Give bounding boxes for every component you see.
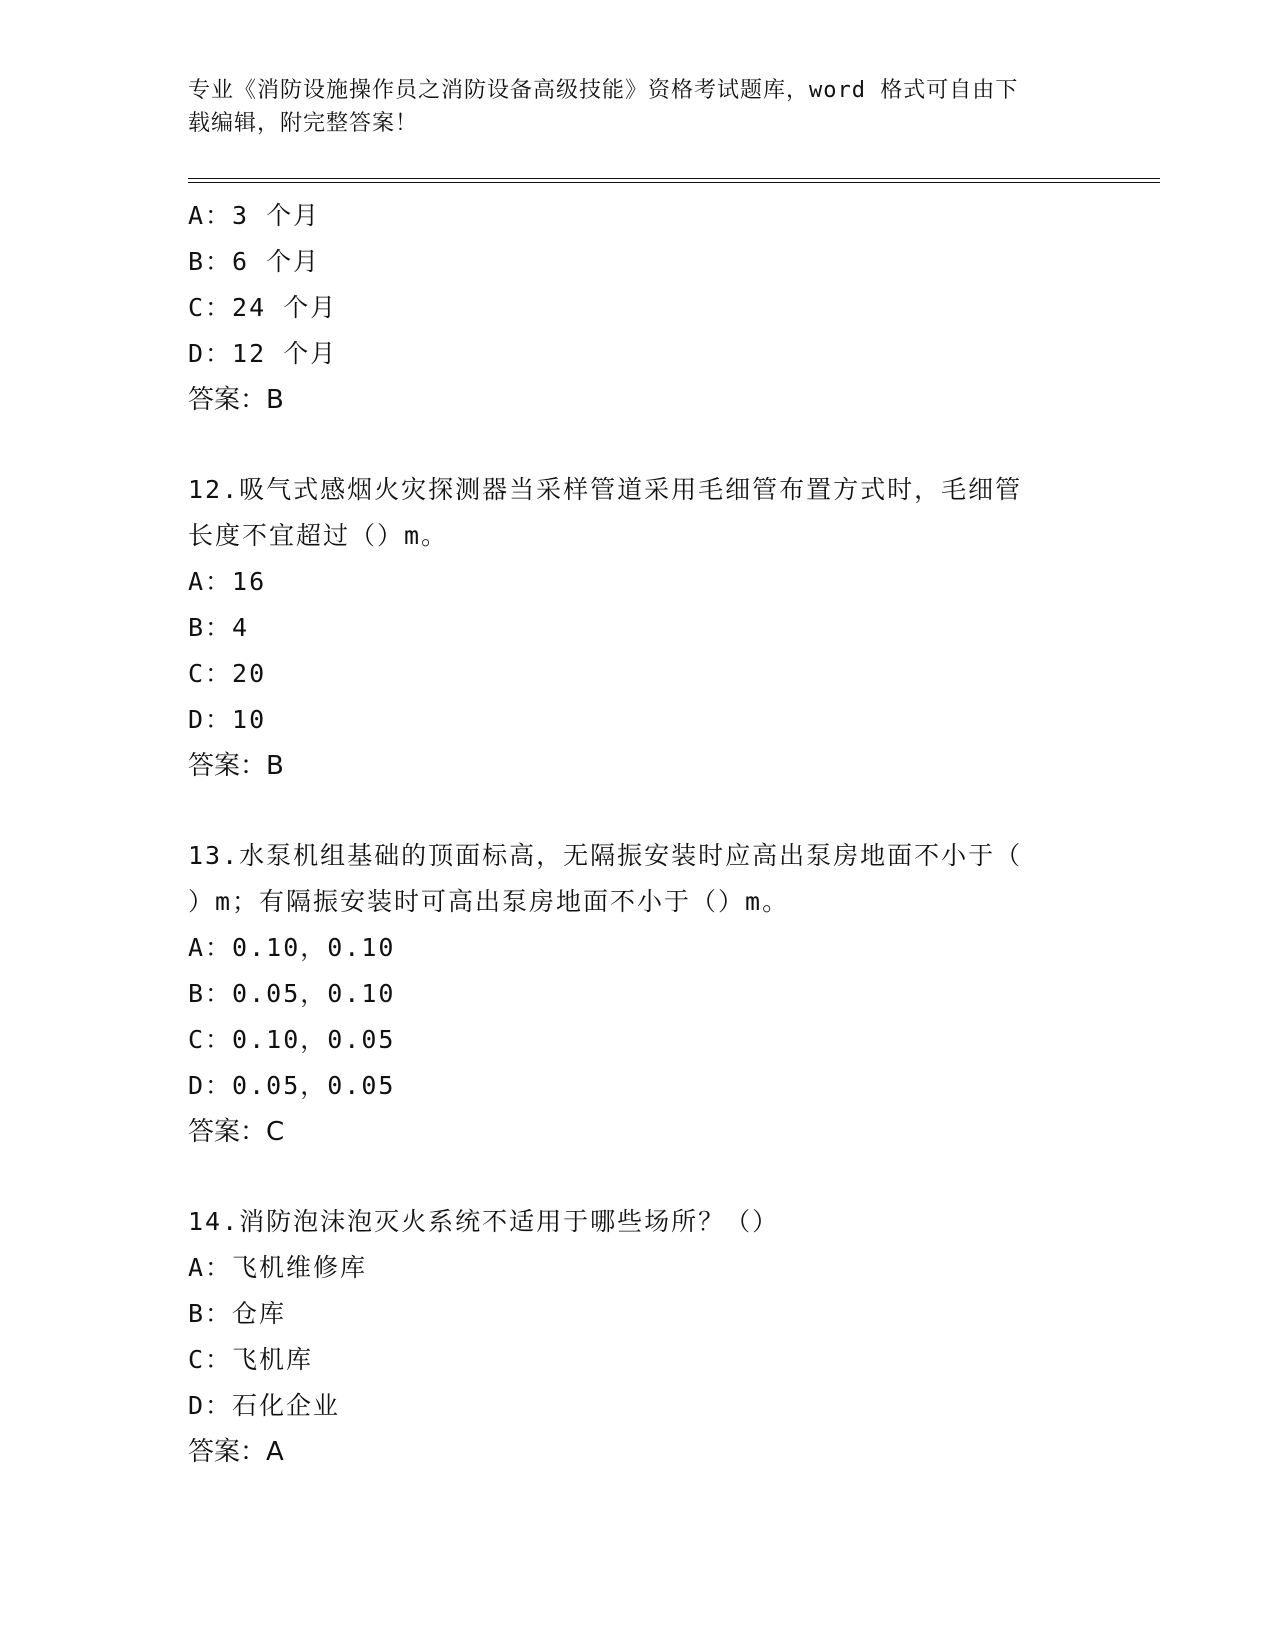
answer: 答案：C [188,1117,285,1147]
option-d: D：10 [188,705,267,734]
option-c: C：24 个月 [188,293,338,322]
spacer [188,1155,1088,1199]
answer: 答案：B [188,751,284,781]
option-d: D：石化企业 [188,1391,341,1420]
document-header [188,74,1068,140]
question-text-line-1: 13.水泵机组基础的顶面标高，无隔振安装时应高出泵房地面不小于（ [188,841,1023,870]
option-c: C：20 [188,659,267,688]
question-text-line-1: 12.吸气式感烟火灾探测器当采样管道采用毛细管布置方式时，毛细管 [188,475,1023,504]
option-a: A：飞机维修库 [188,1253,368,1282]
option-b: B：6 个月 [188,247,321,276]
option-a: A：16 [188,567,267,596]
question-text-line-2: ）m；有隔振安装时可高出泵房地面不小于（）m。 [188,887,790,916]
question-11 [188,193,1088,423]
question-13 [188,833,1088,1155]
spacer [188,423,1088,467]
option-b: B：0.05，0.10 [188,979,396,1008]
question-14 [188,1199,1088,1475]
spacer [188,789,1088,833]
answer: 答案：A [188,1437,284,1467]
option-a: A：0.10，0.10 [188,933,396,962]
question-text-line-2: 长度不宜超过（）m。 [188,521,449,550]
question-12 [188,467,1088,789]
option-d: D：12 个月 [188,339,338,368]
option-a: A：3 个月 [188,201,321,230]
header-line-1: 专业《消防设施操作员之消防设备高级技能》资格考试题库，word 格式可自由下 [188,78,1019,103]
header-line-2: 载编辑，附完整答案！ [188,111,419,136]
option-b: B：4 [188,613,250,642]
option-c: C：飞机库 [188,1345,314,1374]
option-c: C：0.10，0.05 [188,1025,396,1054]
question-list [188,193,1088,1475]
header-divider [188,178,1160,183]
answer: 答案：B [188,385,284,415]
option-b: B：仓库 [188,1299,287,1328]
question-text-line-1: 14.消防泡沫泡灭火系统不适用于哪些场所？（） [188,1207,780,1236]
option-d: D：0.05，0.05 [188,1071,396,1100]
